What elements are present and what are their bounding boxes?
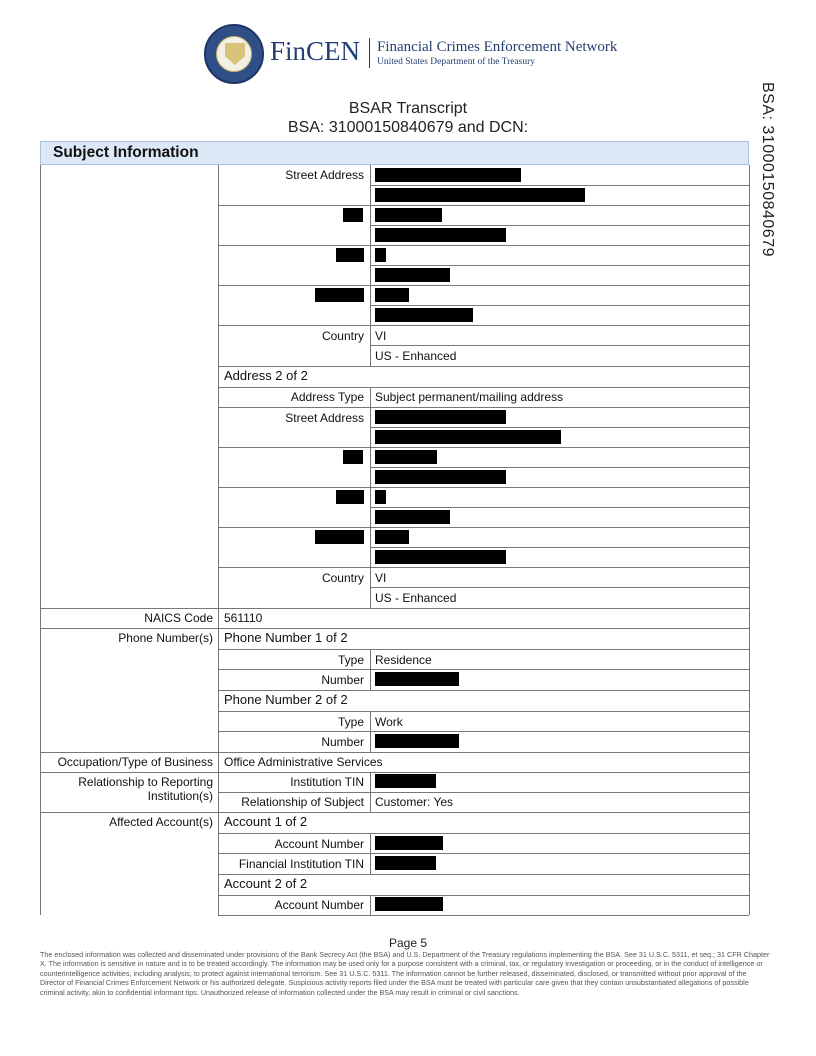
table-row-divider	[218, 245, 749, 246]
account-number-label: Account Number	[274, 898, 364, 912]
table-row-divider	[40, 772, 749, 773]
naics-code-label: NAICS Code	[144, 611, 213, 625]
street-address-label: Street Address	[285, 168, 364, 182]
institution-tin-label: Institution TIN	[290, 775, 364, 789]
financial-institution-tin-label: Financial Institution TIN	[238, 857, 364, 871]
account-number-label: Account Number	[274, 837, 364, 851]
table-row-divider	[370, 225, 749, 226]
table-row-divider	[370, 185, 749, 186]
redacted-block	[375, 856, 436, 870]
table-row-divider	[218, 325, 749, 326]
legal-disclaimer: The enclosed information was collected and disseminated under provisions of the Bank Secrecy Act (the BSA) and U.S. Department of the Treasury regulations implementing the BSA. See 31 U.S.C. 5311, et seq.; 31 CFR Chapter X. The information is sensitive in nature and is to be treated accordingly. The information may be used only for a purpose consistent with a criminal, tax, or regulatory investigation or proceeding, or in the conduct of intelligence or counterintelligence activities, including analysis; to protect against international terrorism. See 31 U.S.C. 5311. The information cannot be further released, disseminated, disclosed, or transmitted without prior approval of the Director of Financial Crimes Enforcement Network or his authorized delegate. Suspicious activity reports filed under the BSA must be treated with particular care given that they contain unsubstantiated allegations of possible criminal activity, akin to confidential informant tips. Unauthorized release of information collected under the BSA may result in criminal or civil sanctions.	[40, 950, 770, 997]
redacted-block	[375, 470, 506, 484]
street-address-label: Street Address	[285, 411, 364, 425]
table-row-divider	[218, 853, 749, 854]
redacted-block	[375, 308, 473, 322]
relationship-of-subject-value: Customer: Yes	[375, 795, 454, 809]
section-header-subject-information: Subject Information	[40, 141, 749, 165]
country-value: VI	[375, 329, 387, 343]
table-row-divider	[218, 447, 749, 448]
table-row-divider	[218, 366, 749, 367]
address-2-heading: Address 2 of 2	[224, 368, 308, 383]
table-row-divider	[218, 874, 749, 875]
table-row-divider	[218, 915, 749, 916]
table-row-divider	[370, 467, 749, 468]
phone-1-type: Residence	[375, 653, 432, 667]
table-row-divider	[370, 345, 749, 346]
naics-code-value: 561110	[224, 611, 263, 625]
redacted-block	[315, 288, 364, 302]
table-row-divider	[218, 711, 749, 712]
phone-type-label: Type	[337, 715, 364, 729]
redacted-block	[343, 450, 363, 464]
redacted-block	[375, 248, 386, 262]
table-row-divider	[218, 649, 749, 650]
phone-number-label: Number	[321, 735, 364, 749]
redacted-block	[343, 208, 363, 222]
redacted-block	[375, 530, 409, 544]
side-document-id: BSA: 31000150840679	[759, 82, 776, 257]
redacted-block	[315, 530, 364, 544]
redacted-block	[375, 228, 506, 242]
table-row-divider	[218, 567, 749, 568]
table-row-divider	[370, 587, 749, 588]
table-column-divider	[218, 165, 219, 915]
redacted-block	[375, 734, 459, 748]
table-row-divider	[40, 608, 749, 609]
redacted-block	[336, 248, 364, 262]
table-row-divider	[218, 731, 749, 732]
redacted-block	[375, 208, 442, 222]
phone-number-label: Number	[321, 673, 364, 687]
table-row-divider	[218, 387, 749, 388]
redacted-block	[375, 188, 585, 202]
logo-divider	[369, 38, 370, 68]
redacted-block	[375, 836, 443, 850]
fincen-seal-icon	[204, 24, 264, 84]
table-row-divider	[370, 427, 749, 428]
redacted-block	[375, 490, 386, 504]
country-note: US - Enhanced	[375, 591, 457, 605]
country-label: Country	[321, 571, 364, 585]
table-row-divider	[218, 792, 749, 793]
table-row-divider	[370, 305, 749, 306]
table-column-divider	[370, 387, 371, 608]
table-row-divider	[218, 285, 749, 286]
phone-type-label: Type	[337, 653, 364, 667]
page-subtitle: BSA: 31000150840679 and DCN:	[287, 119, 529, 136]
redacted-block	[375, 897, 443, 911]
redacted-block	[375, 774, 436, 788]
affected-accounts-label: Affected Account(s)	[109, 815, 213, 829]
table-row-divider	[370, 507, 749, 508]
redacted-block	[375, 510, 450, 524]
relationship-of-subject-label: Relationship of Subject	[241, 795, 364, 809]
table-row-divider	[218, 895, 749, 896]
redacted-block	[375, 410, 506, 424]
table-column-divider	[749, 165, 750, 915]
table-row-divider	[370, 547, 749, 548]
page-title: BSAR Transcript	[348, 100, 468, 117]
address-type-value: Subject permanent/mailing address	[375, 390, 564, 404]
redacted-block	[375, 430, 561, 444]
redacted-block	[375, 672, 459, 686]
redacted-block	[375, 288, 409, 302]
table-row-divider	[40, 812, 749, 813]
redacted-block	[375, 168, 521, 182]
table-row-divider	[218, 487, 749, 488]
phone-2-heading: Phone Number 2 of 2	[224, 692, 348, 707]
redacted-block	[375, 450, 437, 464]
logo-name: FinCEN	[270, 36, 361, 66]
phone-1-heading: Phone Number 1 of 2	[224, 630, 348, 645]
relationship-label: Relationship to Reporting Institution(s)	[78, 775, 213, 803]
occupation-value: Office Administrative Services	[224, 755, 383, 769]
table-row-divider	[40, 752, 749, 753]
table-row-divider	[218, 407, 749, 408]
table-row-divider	[218, 833, 749, 834]
country-value: VI	[375, 571, 387, 585]
country-note: US - Enhanced	[375, 349, 457, 363]
table-column-divider	[40, 165, 41, 915]
logo-dept: United States Department of the Treasury	[377, 57, 536, 67]
country-label: Country	[321, 329, 364, 343]
table-row-divider	[218, 690, 749, 691]
table-row-divider	[40, 628, 749, 629]
page-number: Page 5	[388, 936, 428, 950]
table-row-divider	[218, 527, 749, 528]
phone-2-type: Work	[375, 715, 403, 729]
table-row-divider	[218, 205, 749, 206]
phone-numbers-label: Phone Number(s)	[118, 631, 213, 645]
table-row-divider	[218, 669, 749, 670]
table-row-divider	[370, 265, 749, 266]
fincen-logo	[204, 24, 618, 90]
account-2-heading: Account 2 of 2	[224, 876, 308, 891]
address-type-label: Address Type	[290, 390, 364, 404]
redacted-block	[375, 268, 450, 282]
table-column-divider	[370, 895, 371, 915]
account-1-heading: Account 1 of 2	[224, 814, 308, 829]
redacted-block	[375, 550, 506, 564]
logo-org: Financial Crimes Enforcement Network	[377, 39, 618, 55]
redacted-block	[336, 490, 364, 504]
occupation-label: Occupation/Type of Business	[57, 755, 213, 769]
